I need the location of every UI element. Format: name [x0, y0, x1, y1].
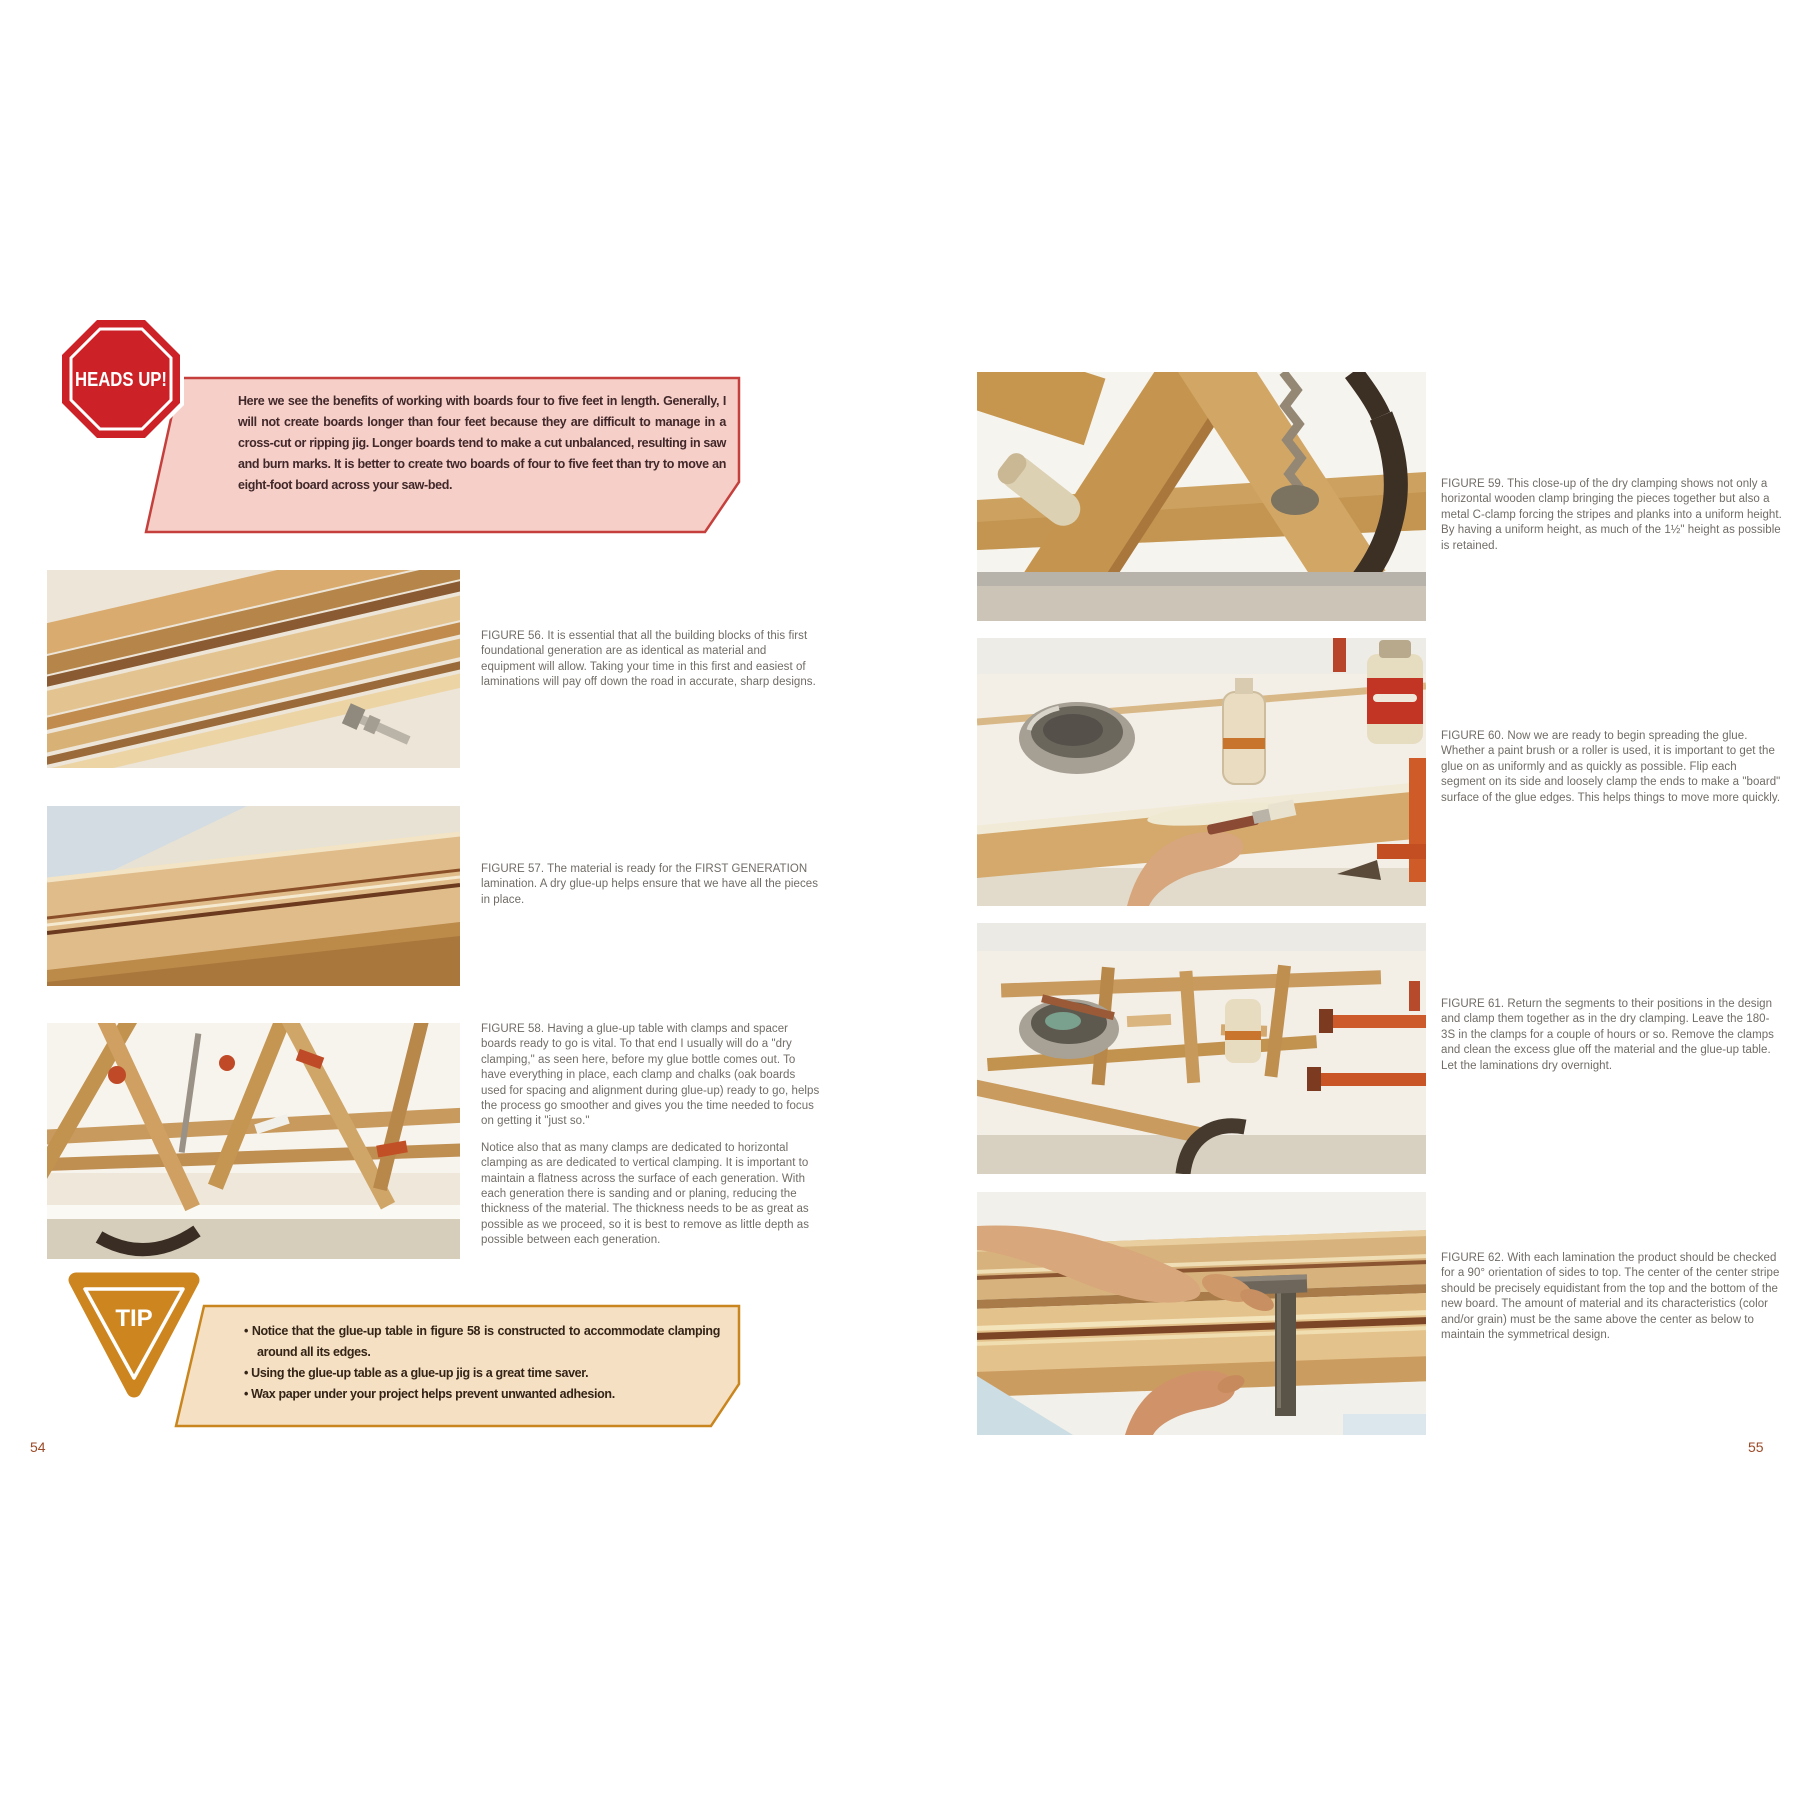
tip-bullet: • Wax paper under your project helps prevent unwanted adhesion.	[244, 1384, 720, 1405]
tip-bullet: • Using the glue-up table as a glue-up jig is a great time saver.	[244, 1363, 720, 1384]
figure-57-image	[47, 806, 460, 986]
figure-58-image	[47, 1023, 460, 1259]
tip-label: TIP	[115, 1305, 153, 1332]
page-number-left: 54	[30, 1439, 46, 1455]
figure-59-caption: FIGURE 59. This close-up of the dry clamping shows not only a horizontal wooden clamp bringing the pieces together but also a metal C-clamp forcing the stripes and planks into a uniform height. By having a uniform height, as much of the 1½" height as possible is retained.	[1441, 478, 1782, 552]
page-number-right: 55	[1748, 1439, 1764, 1455]
figure-59-image	[977, 372, 1426, 621]
yield-sign-icon	[58, 1266, 210, 1412]
tip-callout	[166, 1304, 742, 1428]
figure-56-photo	[47, 570, 460, 768]
figure-58-caption-p2: Notice also that as many clamps are dedicated to horizontal clamping as are dedicated to vertical clamping. It is important to maintain a flatness across the surface of each generation. With each generation there is sanding and or planing, reducing the thickness of the material. The thickness needs to be as great as possible as we proceed, so it is best to remove as little depth as possible between each generation.	[481, 1141, 810, 1247]
heads-up-label: HEADS UP!	[75, 369, 167, 391]
heads-up-callout	[134, 376, 742, 534]
figure-60-photo	[977, 638, 1426, 906]
figure-62-photo	[977, 1192, 1426, 1435]
heads-up-text: Here we see the benefits of working with boards four to five feet in length. Generally, I will not create boards longer than four feet because they are difficult to manage in a cross-cut or ripping jig. Longer boards tend to make a cut unbalanced, resulting in saw and burn marks. It is better to create two boards of four to five feet than try to move an eight-foot board across your saw-bed.	[238, 394, 726, 492]
figure-61-image	[977, 923, 1426, 1174]
figure-60-caption: FIGURE 60. Now we are ready to begin spreading the glue. Whether a paint brush or a roller is used, it is important to get the glue on as uniformly and as quickly as possible. Flip each segment on its side and loosely clamp the ends to make a "board" surface of the glue edges. This helps things to move more quickly.	[1441, 730, 1781, 804]
figure-58-photo	[47, 1023, 460, 1259]
figure-56-caption: FIGURE 56. It is essential that all the building blocks of this first foundational generation are as identical as material and equipment will allow. Taking your time in this first and easiest of laminations will pay off down the road in accurate, sharp designs.	[481, 630, 816, 689]
figure-61-photo	[977, 923, 1426, 1174]
figure-58-caption	[481, 1022, 823, 1260]
figure-60-image	[977, 638, 1426, 906]
figure-57-photo	[47, 806, 460, 986]
figure-62-image	[977, 1192, 1426, 1435]
figure-56-image	[47, 570, 460, 768]
tip-bullet: • Notice that the glue-up table in figure 58 is constructed to accommodate clamping around all its edges.	[244, 1321, 720, 1363]
tip-text	[166, 1304, 742, 1405]
figure-57-caption: FIGURE 57. The material is ready for the FIRST GENERATION lamination. A dry glue-up helps ensure that we have all the pieces in place.	[481, 863, 819, 906]
figure-61-caption: FIGURE 61. Return the segments to their positions in the design and clamp them together as in the dry clamping. Leave the 180-3S in the clamps for a couple of hours or so. Remove the clamps and clean the excess glue off the material and the glue-up table. Let the laminations dry overnight.	[1441, 998, 1774, 1072]
heads-up-sign	[56, 314, 186, 449]
figure-59-photo	[977, 372, 1426, 621]
tip-bullet-list	[244, 1321, 720, 1405]
figure-62-caption: FIGURE 62. With each lamination the product should be checked for a 90° orientation of sides to top. The center of the center stripe should be precisely equidistant from the top and the bottom of the new board. The amount of material and its characteristics (color and/or grain) must be the same above the center as below to maintain the symmetrical design.	[1441, 1252, 1780, 1342]
figure-58-caption-p1: FIGURE 58. Having a glue-up table with clamps and spacer boards ready to go is vital. To that end I usually will do a "dry clamping," as seen here, before my glue bottle comes out. To have everything in place, each clamp and chalks (oak boards used for spacing and alignment during glue-up) ready to go, helps the process go smoother and gives you the time needed to focus on getting it "just so."	[481, 1023, 820, 1128]
stop-sign-icon	[56, 314, 186, 444]
tip-sign	[58, 1266, 210, 1417]
